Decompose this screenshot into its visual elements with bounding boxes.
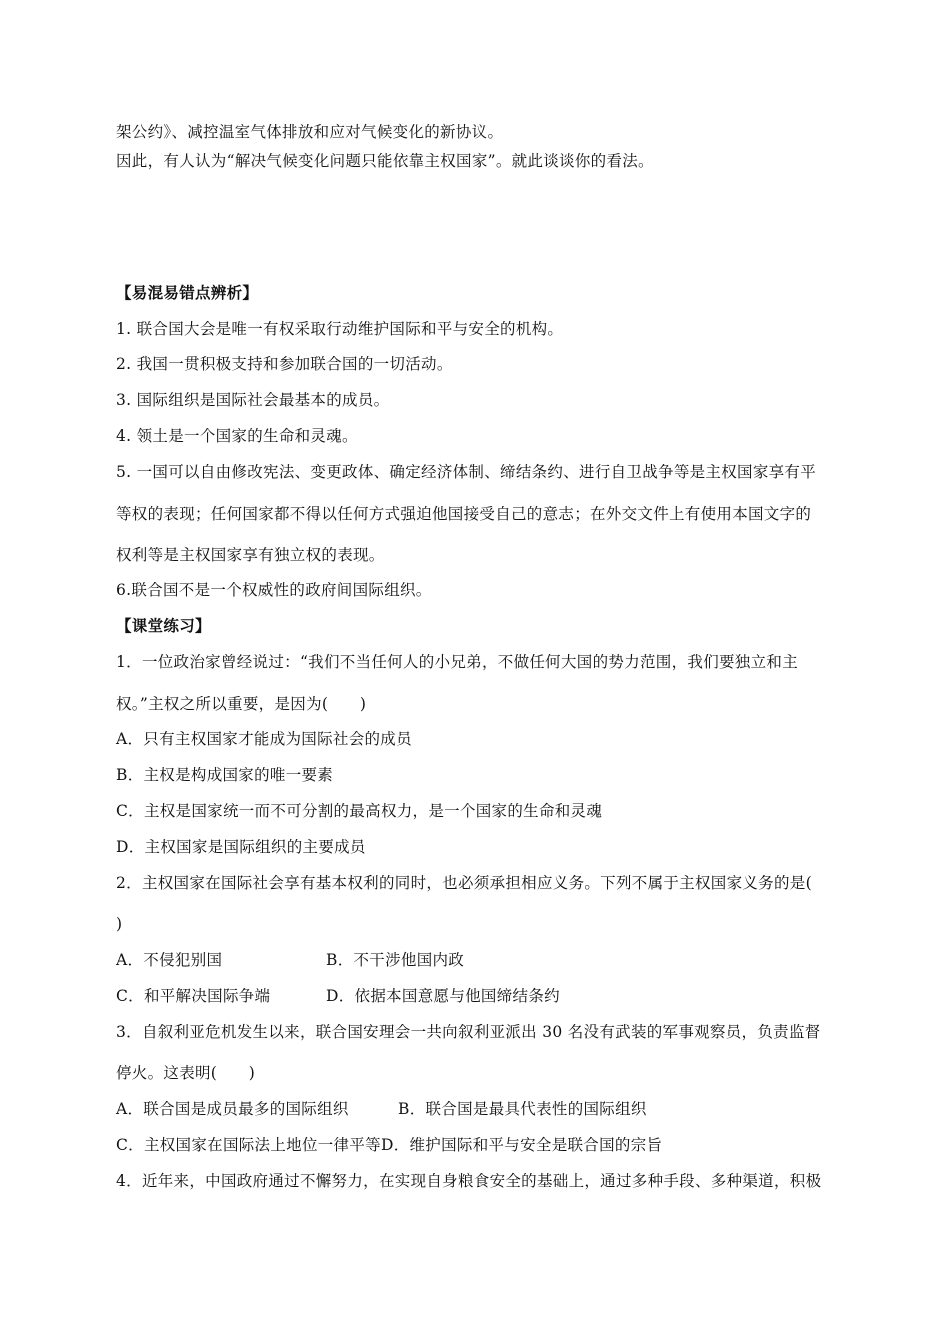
confusion-item-2: 2. 我国一贯积极支持和参加联合国的一切活动。 [116, 355, 453, 373]
q3-options-row-2 [116, 1135, 850, 1155]
confusion-item-5-line-2: 等权的表现；任何国家都不得以任何方式强迫他国接受自己的意志；在外交文件上有使用本国文字的 [116, 505, 812, 523]
confusion-item-1: 1. 联合国大会是唯一有权采取行动维护国际和平与安全的机构。 [116, 320, 564, 338]
q2-options-row-1 [116, 950, 850, 970]
q3-stem-line-1: 3．自叙利亚危机发生以来，联合国安理会一共向叙利亚派出 30 名没有武装的军事观察员，负责监督 [116, 1023, 821, 1041]
q1-option-d: D．主权国家是国际组织的主要成员 [116, 838, 366, 856]
q3-options-row-1 [116, 1099, 850, 1119]
q3-option-c: C．主权国家在国际法上地位一律平等 [116, 1136, 381, 1154]
q2-option-b: B．不干涉他国内政 [326, 951, 465, 969]
q3-option-b: B．联合国是最具代表性的国际组织 [398, 1100, 647, 1118]
q2-option-d: D．依据本国意愿与他国缔结条约 [326, 987, 560, 1005]
q2-option-a: A．不侵犯别国 [116, 951, 223, 969]
q1-stem-line-1: 1．一位政治家曾经说过：“我们不当任何人的小兄弟，不做任何大国的势力范围，我们要独立和主 [116, 653, 798, 671]
confusion-item-4: 4. 领土是一个国家的生命和灵魂。 [116, 427, 358, 445]
q1-option-c: C．主权是国家统一而不可分割的最高权力，是一个国家的生命和灵魂 [116, 802, 603, 820]
q2-options-row-2 [116, 986, 850, 1006]
intro-line-2: 因此，有人认为“解决气候变化问题只能依靠主权国家”。就此谈谈你的看法。 [116, 152, 654, 170]
practice-heading: 【课堂练习】 [116, 616, 211, 635]
q2-stem-line-1: 2．主权国家在国际社会享有基本权利的同时，也必须承担相应义务。下列不属于主权国家义务的是( [116, 874, 812, 892]
confusion-item-3: 3. 国际组织是国际社会最基本的成员。 [116, 391, 390, 409]
confusion-item-6: 6.联合国不是一个权威性的政府间国际组织。 [116, 581, 432, 599]
q1-stem-line-2: 权。”主权之所以重要，是因为( ) [116, 695, 367, 713]
confusion-item-5-line-1: 5. 一国可以自由修改宪法、变更政体、确定经济体制、缔结条约、进行自卫战争等是主权国家享有平 [116, 463, 817, 481]
q1-option-b: B．主权是构成国家的唯一要素 [116, 766, 334, 784]
q2-stem-line-2: ) [116, 915, 123, 933]
confusion-item-5-line-3: 权利等是主权国家享有独立权的表现。 [116, 546, 385, 564]
q3-stem-line-2: 停火。这表明( ) [116, 1064, 256, 1082]
confusion-heading: 【易混易错点辨析】 [116, 283, 259, 302]
q4-stem-line-1: 4．近年来，中国政府通过不懈努力，在实现自身粮食安全的基础上，通过多种手段、多种渠道，积极 [116, 1172, 822, 1190]
q3-option-d: D．维护国际和平与安全是联合国的宗旨 [380, 1136, 663, 1154]
q2-option-c: C．和平解决国际争端 [116, 987, 271, 1005]
q3-option-a: A．联合国是成员最多的国际组织 [116, 1100, 349, 1118]
intro-line-1: 架公约》、减控温室气体排放和应对气候变化的新协议。 [116, 123, 504, 141]
q1-option-a: A．只有主权国家才能成为国际社会的成员 [116, 730, 412, 748]
